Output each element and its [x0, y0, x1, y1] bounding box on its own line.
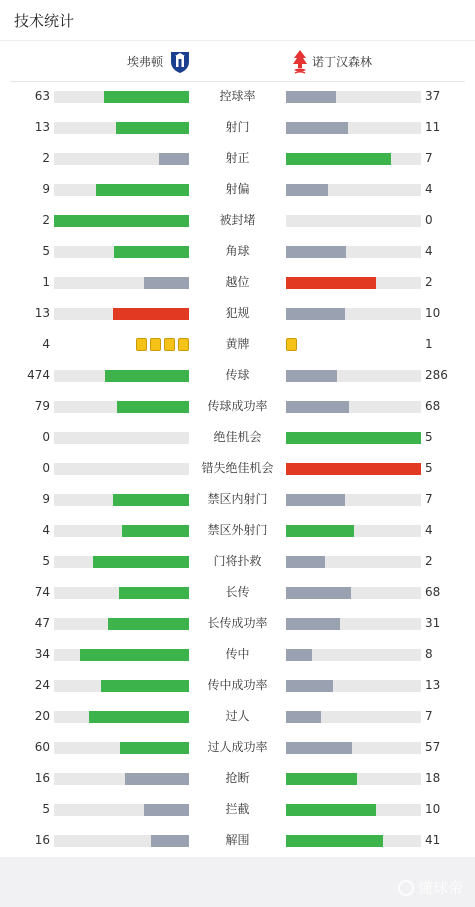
- forest-tree-badge-icon: [292, 49, 308, 75]
- stat-label: 拦截: [225, 802, 250, 816]
- stat-row: [0, 701, 475, 732]
- title-bar: [0, 0, 475, 41]
- home-value: 0: [42, 461, 50, 475]
- home-bar-fill: [120, 742, 189, 754]
- away-bar-track: [286, 184, 421, 196]
- home-value: 16: [34, 771, 50, 785]
- stat-label: 长传: [225, 585, 250, 599]
- home-value: 47: [34, 616, 50, 630]
- away-value: 41: [425, 833, 441, 847]
- stat-label: 抢断: [225, 771, 250, 785]
- away-bar-track: [286, 401, 421, 413]
- away-bar-track: [286, 804, 421, 816]
- home-bar-track: [54, 215, 189, 227]
- away-value: 0: [425, 213, 433, 227]
- home-value: 5: [42, 554, 50, 568]
- away-bar-track: [286, 463, 421, 475]
- away-bar-track: [286, 494, 421, 506]
- away-bar-track: [286, 835, 421, 847]
- home-value: 34: [34, 647, 50, 661]
- home-bar-track: [54, 401, 189, 413]
- home-bar-track: [54, 711, 189, 723]
- away-bar-fill: [286, 649, 312, 661]
- home-value: 24: [34, 678, 50, 692]
- away-value: 2: [425, 554, 433, 568]
- away-value: 8: [425, 647, 433, 661]
- away-bar-track: [286, 680, 421, 692]
- away-bar-fill: [286, 525, 354, 537]
- home-bar-track: [54, 308, 189, 320]
- away-bar-fill: [286, 742, 352, 754]
- stat-label: 传中成功率: [207, 678, 268, 692]
- away-team[interactable]: [292, 41, 372, 82]
- home-value: 2: [42, 151, 50, 165]
- home-value: 16: [34, 833, 50, 847]
- stat-row: [0, 546, 475, 577]
- home-value: 74: [34, 585, 50, 599]
- away-value: 1: [425, 337, 433, 351]
- away-bar-track: [286, 618, 421, 630]
- away-value: 4: [425, 523, 433, 537]
- stat-row: [0, 453, 475, 484]
- away-bar-fill: [286, 370, 337, 382]
- home-bar-fill: [114, 246, 189, 258]
- home-bar-fill: [113, 308, 189, 320]
- away-value: 11: [425, 120, 441, 134]
- away-value: 31: [425, 616, 441, 630]
- stat-label: 越位: [225, 275, 250, 289]
- home-team[interactable]: [127, 41, 191, 82]
- away-bar-fill: [286, 153, 391, 165]
- home-bar-track: [54, 463, 189, 475]
- stat-row: [0, 608, 475, 639]
- home-team-name: 埃弗顿: [126, 55, 163, 69]
- home-value: 9: [42, 182, 50, 196]
- stat-label: 过人成功率: [207, 740, 268, 754]
- home-bar-track: [54, 91, 189, 103]
- stat-row: [0, 174, 475, 205]
- away-bar-track: [286, 215, 421, 227]
- stat-row: [0, 763, 475, 794]
- away-bar-track: [286, 246, 421, 258]
- home-bar-fill: [113, 494, 189, 506]
- stat-label: 过人: [225, 709, 250, 723]
- page-title: 技术统计: [14, 12, 75, 30]
- away-value: 10: [425, 802, 441, 816]
- away-value: 7: [425, 492, 433, 506]
- stat-label: 解围: [225, 833, 250, 847]
- stat-label: 角球: [225, 244, 250, 258]
- home-bar-track: [54, 649, 189, 661]
- home-bar-track: [54, 587, 189, 599]
- watermark: [398, 877, 463, 898]
- home-bar-track: [54, 804, 189, 816]
- stat-row: [0, 484, 475, 515]
- stat-row: [0, 81, 475, 112]
- stat-label: 传球成功率: [207, 399, 268, 413]
- away-bar-track: [286, 773, 421, 785]
- away-value: 286: [425, 368, 448, 382]
- home-bar-fill: [96, 184, 189, 196]
- home-bar-fill: [80, 649, 189, 661]
- home-value: 9: [42, 492, 50, 506]
- stat-label: 射门: [225, 120, 250, 134]
- stat-label: 长传成功率: [207, 616, 268, 630]
- stat-label: 传球: [225, 368, 250, 382]
- home-bar-track: [54, 370, 189, 382]
- away-bar-fill: [286, 122, 348, 134]
- home-value: 2: [42, 213, 50, 227]
- away-value: 4: [425, 244, 433, 258]
- home-bar-fill: [101, 680, 189, 692]
- away-bar-fill: [286, 401, 349, 413]
- home-bar-fill: [116, 122, 189, 134]
- home-bar-track: [54, 618, 189, 630]
- stat-label: 错失绝佳机会: [201, 461, 274, 475]
- stat-label: 射偏: [225, 182, 250, 196]
- home-bar-fill: [159, 153, 189, 165]
- home-bar-track: [54, 525, 189, 537]
- stat-row: [0, 112, 475, 143]
- away-value: 37: [425, 89, 441, 103]
- stat-label: 门将扑救: [213, 554, 262, 568]
- yellow-card-icon: [136, 338, 147, 351]
- away-bar-track: [286, 556, 421, 568]
- stat-label: 禁区外射门: [207, 523, 268, 537]
- home-bar-track: [54, 835, 189, 847]
- home-bar-fill: [117, 401, 189, 413]
- home-bar-fill: [144, 277, 189, 289]
- away-bar-fill: [286, 432, 421, 444]
- away-bar-track: [286, 122, 421, 134]
- home-bar-track: [54, 556, 189, 568]
- stats-list: [0, 81, 475, 856]
- home-value: 13: [34, 306, 50, 320]
- away-bar-track: [286, 91, 421, 103]
- stat-row: [0, 515, 475, 546]
- away-bar-fill: [286, 773, 357, 785]
- stat-row: [0, 236, 475, 267]
- home-bar-track: [54, 277, 189, 289]
- home-bar-fill: [144, 804, 189, 816]
- away-bar-fill: [286, 835, 383, 847]
- yellow-card-icon: [164, 338, 175, 351]
- away-bar-track: [286, 525, 421, 537]
- home-bar-track: [54, 153, 189, 165]
- away-value: 57: [425, 740, 441, 754]
- everton-badge-icon: [169, 50, 191, 74]
- stat-row: [0, 267, 475, 298]
- home-bar-track: [54, 742, 189, 754]
- away-value: 68: [425, 399, 441, 413]
- stat-label: 射正: [225, 151, 250, 165]
- home-bar-fill: [122, 525, 190, 537]
- stat-label: 绝佳机会: [213, 430, 262, 444]
- away-value: 13: [425, 678, 441, 692]
- away-bar-fill: [286, 463, 421, 475]
- stat-row: [0, 825, 475, 856]
- home-value: 20: [34, 709, 50, 723]
- away-bar-fill: [286, 587, 351, 599]
- away-bar-track: [286, 587, 421, 599]
- home-value: 0: [42, 430, 50, 444]
- stat-row: [0, 639, 475, 670]
- away-bar-fill: [286, 804, 376, 816]
- home-value: 4: [42, 337, 50, 351]
- stat-row: [0, 143, 475, 174]
- away-bar-fill: [286, 494, 345, 506]
- away-value: 5: [425, 430, 433, 444]
- stat-row: [0, 360, 475, 391]
- stat-row: [0, 391, 475, 422]
- home-bar-fill: [119, 587, 189, 599]
- stat-row: [0, 298, 475, 329]
- stat-row: [0, 329, 475, 360]
- home-value: 5: [42, 802, 50, 816]
- away-bar-fill: [286, 680, 333, 692]
- away-yellow-cards: [286, 338, 297, 351]
- stat-label: 犯规: [225, 306, 250, 320]
- watermark-text: 懂球帝: [417, 879, 463, 897]
- away-bar-fill: [286, 184, 328, 196]
- home-bar-fill: [89, 711, 189, 723]
- home-bar-track: [54, 680, 189, 692]
- away-bar-track: [286, 277, 421, 289]
- home-value: 5: [42, 244, 50, 258]
- home-bar-fill: [105, 370, 189, 382]
- stat-label: 传中: [225, 647, 250, 661]
- away-bar-fill: [286, 618, 340, 630]
- away-team-name: 诺丁汉森林: [312, 55, 373, 69]
- yellow-card-icon: [150, 338, 161, 351]
- stat-row: [0, 422, 475, 453]
- home-bar-fill: [104, 91, 189, 103]
- teams-header: [10, 41, 465, 82]
- home-bar-fill: [125, 773, 189, 785]
- home-bar-fill: [93, 556, 189, 568]
- stat-label: 控球率: [219, 89, 256, 103]
- yellow-card-icon: [178, 338, 189, 351]
- away-bar-track: [286, 742, 421, 754]
- away-bar-fill: [286, 277, 376, 289]
- yellow-card-icon: [286, 338, 297, 351]
- stat-label: 黄牌: [225, 337, 250, 351]
- stat-row: [0, 577, 475, 608]
- home-bar-track: [54, 246, 189, 258]
- away-bar-track: [286, 432, 421, 444]
- stat-row: [0, 732, 475, 763]
- away-bar-track: [286, 370, 421, 382]
- away-value: 68: [425, 585, 441, 599]
- home-bar-track: [54, 494, 189, 506]
- away-bar-fill: [286, 91, 336, 103]
- home-bar-fill: [151, 835, 189, 847]
- stat-row: [0, 794, 475, 825]
- home-value: 474: [27, 368, 50, 382]
- watermark-logo-icon: [398, 880, 414, 896]
- away-value: 10: [425, 306, 441, 320]
- away-bar-track: [286, 711, 421, 723]
- home-bar-track: [54, 432, 189, 444]
- away-bar-fill: [286, 711, 321, 723]
- home-bar-fill: [54, 215, 189, 227]
- footer: [0, 857, 475, 907]
- away-bar-track: [286, 308, 421, 320]
- home-value: 4: [42, 523, 50, 537]
- home-bar-track: [54, 184, 189, 196]
- stat-label: 禁区内射门: [207, 492, 268, 506]
- away-value: 2: [425, 275, 433, 289]
- home-value: 60: [34, 740, 50, 754]
- away-bar-track: [286, 649, 421, 661]
- away-bar-track: [286, 153, 421, 165]
- home-value: 1: [42, 275, 50, 289]
- away-value: 7: [425, 709, 433, 723]
- home-yellow-cards: [136, 338, 189, 351]
- stat-label: 被封堵: [219, 213, 256, 227]
- away-value: 4: [425, 182, 433, 196]
- home-bar-fill: [108, 618, 189, 630]
- home-value: 63: [34, 89, 50, 103]
- home-value: 79: [34, 399, 50, 413]
- home-bar-track: [54, 773, 189, 785]
- away-bar-fill: [286, 246, 346, 258]
- stat-row: [0, 670, 475, 701]
- away-value: 5: [425, 461, 433, 475]
- away-bar-fill: [286, 556, 325, 568]
- away-value: 18: [425, 771, 441, 785]
- stat-row: [0, 205, 475, 236]
- away-bar-fill: [286, 308, 345, 320]
- home-value: 13: [34, 120, 50, 134]
- away-value: 7: [425, 151, 433, 165]
- home-bar-track: [54, 122, 189, 134]
